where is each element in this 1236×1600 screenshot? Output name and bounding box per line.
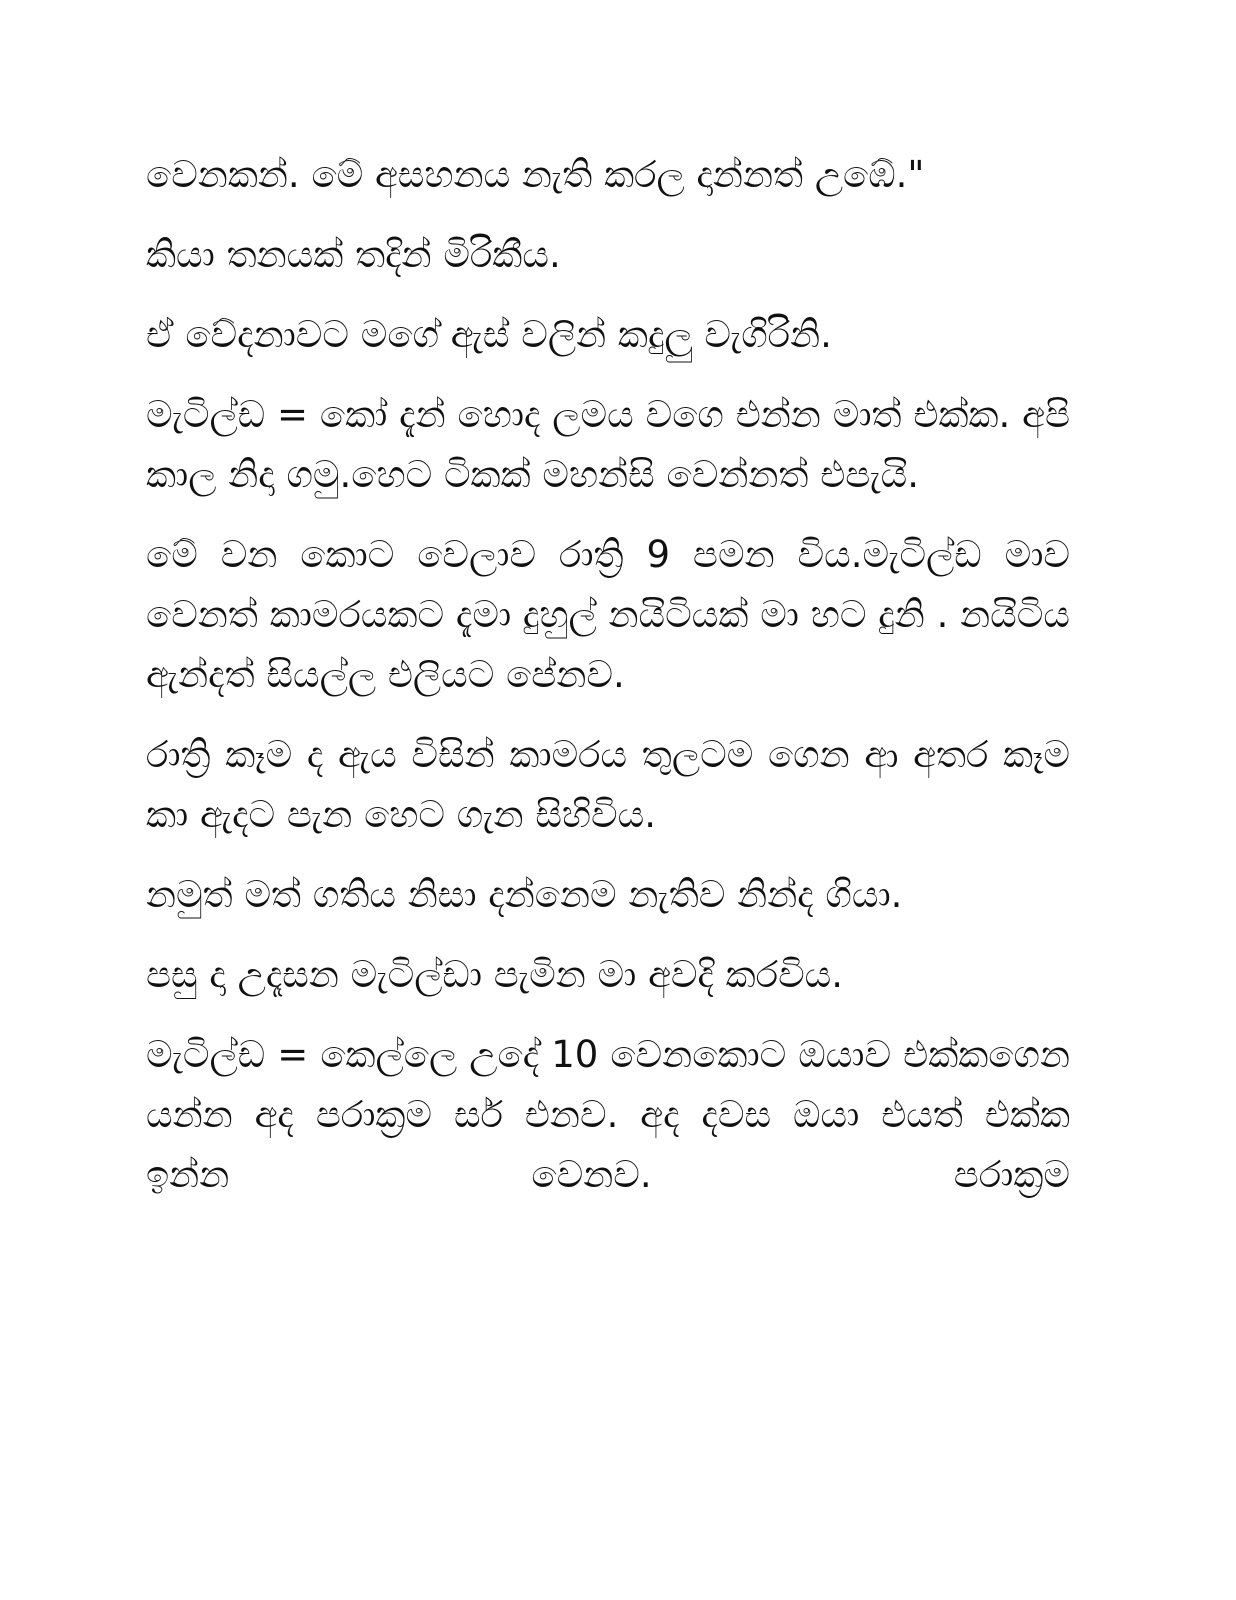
- paragraph: රාත්‍රි කෑම ද ඇය විසින් කාමරය තුලටම ගෙන ආ අතර කෑම කා ඇදට පැන හෙට ගැන සිහිවිය.: [146, 733, 1070, 836]
- paragraph: කියා තනයක් තදින් මිරිකීය.: [146, 233, 561, 276]
- paragraph: ඒ වේදනාවට මගේ ඇස් වලින් කදුලු වැගිරිනි.: [146, 313, 832, 356]
- body-text: [146, 145, 1070, 1205]
- paragraph: වෙනකන්. මේ අසහනය නැති කරල දාන්නත් උඹේ.": [146, 153, 925, 196]
- paragraph: මැටිල්ඩ = කෝ දැන් හොද ලමය වගෙ එන්න මාත් එක්ක. අපි කාල නිදා ගමු.හෙට ටිකක් මහන්සි වෙන්නත් එපැයි.: [146, 393, 1070, 496]
- paragraph: නමුත් මත් ගතිය නිසා දන්නෙම නැතිව නින්ද ගියා.: [146, 873, 903, 916]
- paragraph: පසු දා උදෑසන මැටිල්ඩා පැමින මා අවදි කරවිය.: [146, 953, 844, 996]
- paragraph: මේ වන කොට වෙලාව රාත්‍රි 9 පමන විය.මැටිල්ඩ මාව වෙනත් කාමරයකට දැමා දුහුල් නයිටියක් මා හට දුනි . නයිටිය ඇන්දත් සියල්ල එලියට පේනව.: [146, 533, 1070, 696]
- paragraph: මැටිල්ඩ = කෙල්ලෙ උදේ 10 වෙනකොට ඔයාව එක්කගෙන යන්න අද පරාක්‍රම සර් එනව. අද දවස ඔයා එයත් එක්ක ඉන්න වෙනව. පරාක්‍රම: [146, 1033, 1070, 1196]
